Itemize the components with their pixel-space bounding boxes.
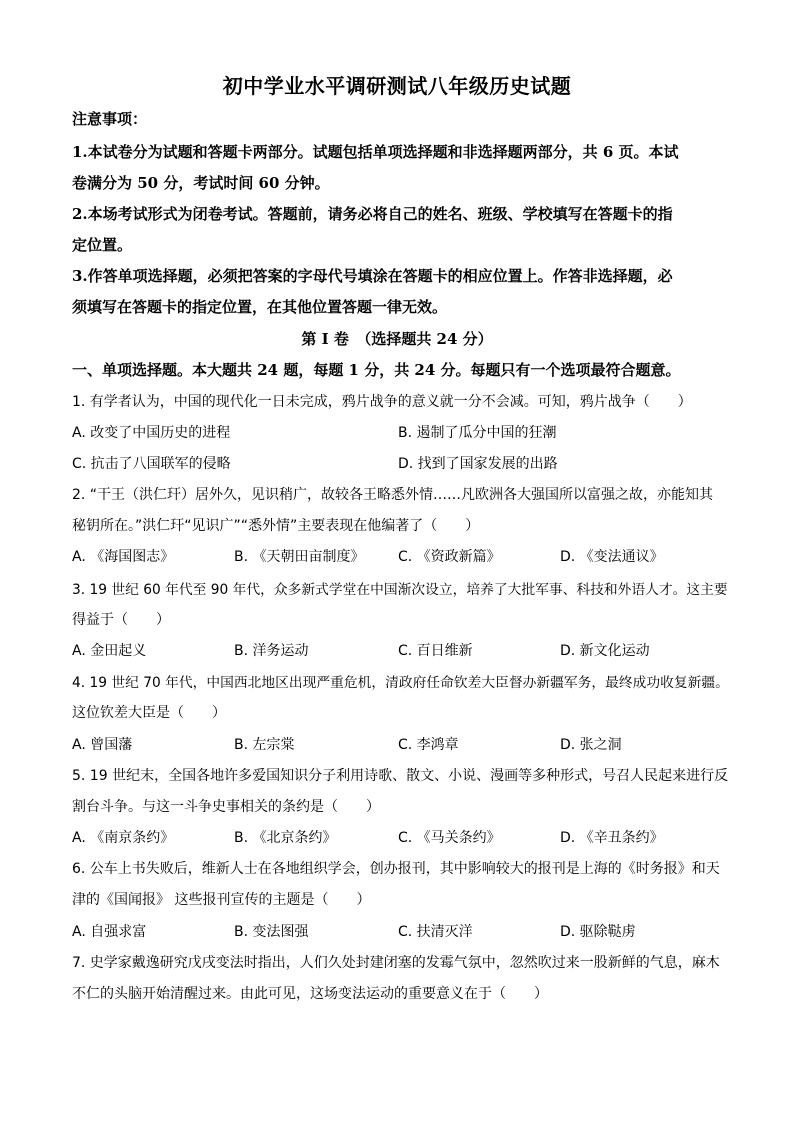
question-5-option-a: A. 《南京条约》 [72, 830, 175, 846]
question-6-stem-line-2: 津的《国闻报》 这些报刊宣传的主题是（ ） [72, 892, 371, 908]
question-1-option-b: B. 遏制了瓜分中国的狂潮 [398, 425, 557, 441]
question-4-stem-line-2: 这位钦差大臣是（ ） [72, 705, 226, 721]
question-4-option-a: A. 曾国藩 [72, 737, 133, 753]
question-7-stem-line-2: 不仁的头脑开始清醒过来。由此可见，这场变法运动的重要意义在于（ ） [72, 986, 548, 1002]
question-5-option-c: C. 《马关条约》 [398, 830, 501, 846]
question-4-stem-line-1: 4. 19 世纪 70 年代，中国西北地区出现严重危机，清政府任命钦差大臣督办新疆军务，最终成功收复新疆。 [72, 675, 729, 691]
notice-item-2-line-2: 定位置。 [72, 236, 133, 254]
question-5-option-d: D. 《辛丑条约》 [560, 830, 664, 846]
question-2-option-b: B. 《天朝田亩制度》 [234, 549, 365, 565]
question-2-stem-line-1: 2. “干王（洪仁玕）居外久，见识稍广，故较各王略悉外情……凡欧洲各大强国所以富强之故，亦能知其 [72, 487, 714, 503]
notice-item-3-line-2: 须填写在答题卡的指定位置，在其他位置答题一律无效。 [72, 298, 448, 316]
part-one-title: 第 I 卷 （选择题共 24 分） [301, 330, 493, 348]
question-2-option-d: D. 《变法通议》 [560, 549, 664, 565]
notice-item-3-line-1: 3.作答单项选择题，必须把答案的字母代号填涂在答题卡的相应位置上。作答非选择题，必 [72, 267, 673, 285]
question-2-option-a: A. 《海国图志》 [72, 549, 175, 565]
question-3-option-c: C. 百日维新 [398, 643, 473, 659]
notice-heading: 注意事项： [72, 110, 148, 128]
question-3-option-d: D. 新文化运动 [560, 643, 650, 659]
page-title: 初中学业水平调研测试八年级历史试题 [222, 74, 572, 98]
question-4-option-c: C. 李鸿章 [398, 737, 459, 753]
notice-item-2-line-1: 2.本场考试形式为闭卷考试。答题前，请务必将自己的姓名、班级、学校填写在答题卡的指 [72, 205, 673, 223]
section-one-heading: 一、单项选择题。本大题共 24 题，每题 1 分，共 24 分。每题只有一个选项最符合题意。 [72, 361, 681, 379]
notice-item-1-line-1: 1.本试卷分为试题和答题卡两部分。试题包括单项选择题和非选择题两部分，共 6 页。本试 [72, 143, 679, 161]
question-6-option-c: C. 扶清灭洋 [398, 924, 473, 940]
question-5-option-b: B. 《北京条约》 [234, 830, 337, 846]
question-6-stem-line-1: 6. 公车上书失败后，维新人士在各地组织学会，创办报刊，其中影响较大的报刊是上海的《时务报》和天 [72, 861, 720, 877]
question-6-option-b: B. 变法图强 [234, 924, 309, 940]
question-1-option-d: D. 找到了国家发展的出路 [398, 456, 558, 472]
question-2-option-c: C. 《资政新篇》 [398, 549, 501, 565]
question-3-option-a: A. 金田起义 [72, 643, 147, 659]
question-2-stem-line-2: 秘钥所在。”洪仁玕“见识广”“悉外情”主要表现在他编著了（ ） [72, 518, 480, 534]
question-1-stem-line-1: 1. 有学者认为，中国的现代化一日未完成，鸦片战争的意义就一分不会减。可知，鸦片战争（ ） [72, 394, 692, 410]
question-3-option-b: B. 洋务运动 [234, 643, 309, 659]
question-3-stem-line-2: 得益于（ ） [72, 612, 170, 628]
question-4-option-d: D. 张之洞 [560, 737, 622, 753]
question-7-stem-line-1: 7. 史学家戴逸研究戊戌变法时指出，人们久处封建闭塞的发霉气氛中，忽然吹过来一股新鲜的气息，麻木 [72, 955, 720, 971]
question-5-stem-line-2: 割台斗争。与这一斗争史事相关的条约是（ ） [72, 799, 380, 815]
question-4-option-b: B. 左宗棠 [234, 737, 295, 753]
question-6-option-d: D. 驱除鞑虏 [560, 924, 636, 940]
question-3-stem-line-1: 3. 19 世纪 60 年代至 90 年代，众多新式学堂在中国渐次设立，培养了大批军事、科技和外语人才。这主要 [72, 582, 728, 598]
question-1-option-a: A. 改变了中国历史的进程 [72, 425, 231, 441]
question-6-option-a: A. 自强求富 [72, 924, 147, 940]
question-1-option-c: C. 抗击了八国联军的侵略 [72, 456, 231, 472]
question-5-stem-line-1: 5. 19 世纪末，全国各地许多爱国知识分子利用诗歌、散文、小说、漫画等多种形式，号召人民起来进行反 [72, 768, 729, 784]
notice-item-1-line-2: 卷满分为 50 分，考试时间 60 分钟。 [72, 174, 330, 192]
